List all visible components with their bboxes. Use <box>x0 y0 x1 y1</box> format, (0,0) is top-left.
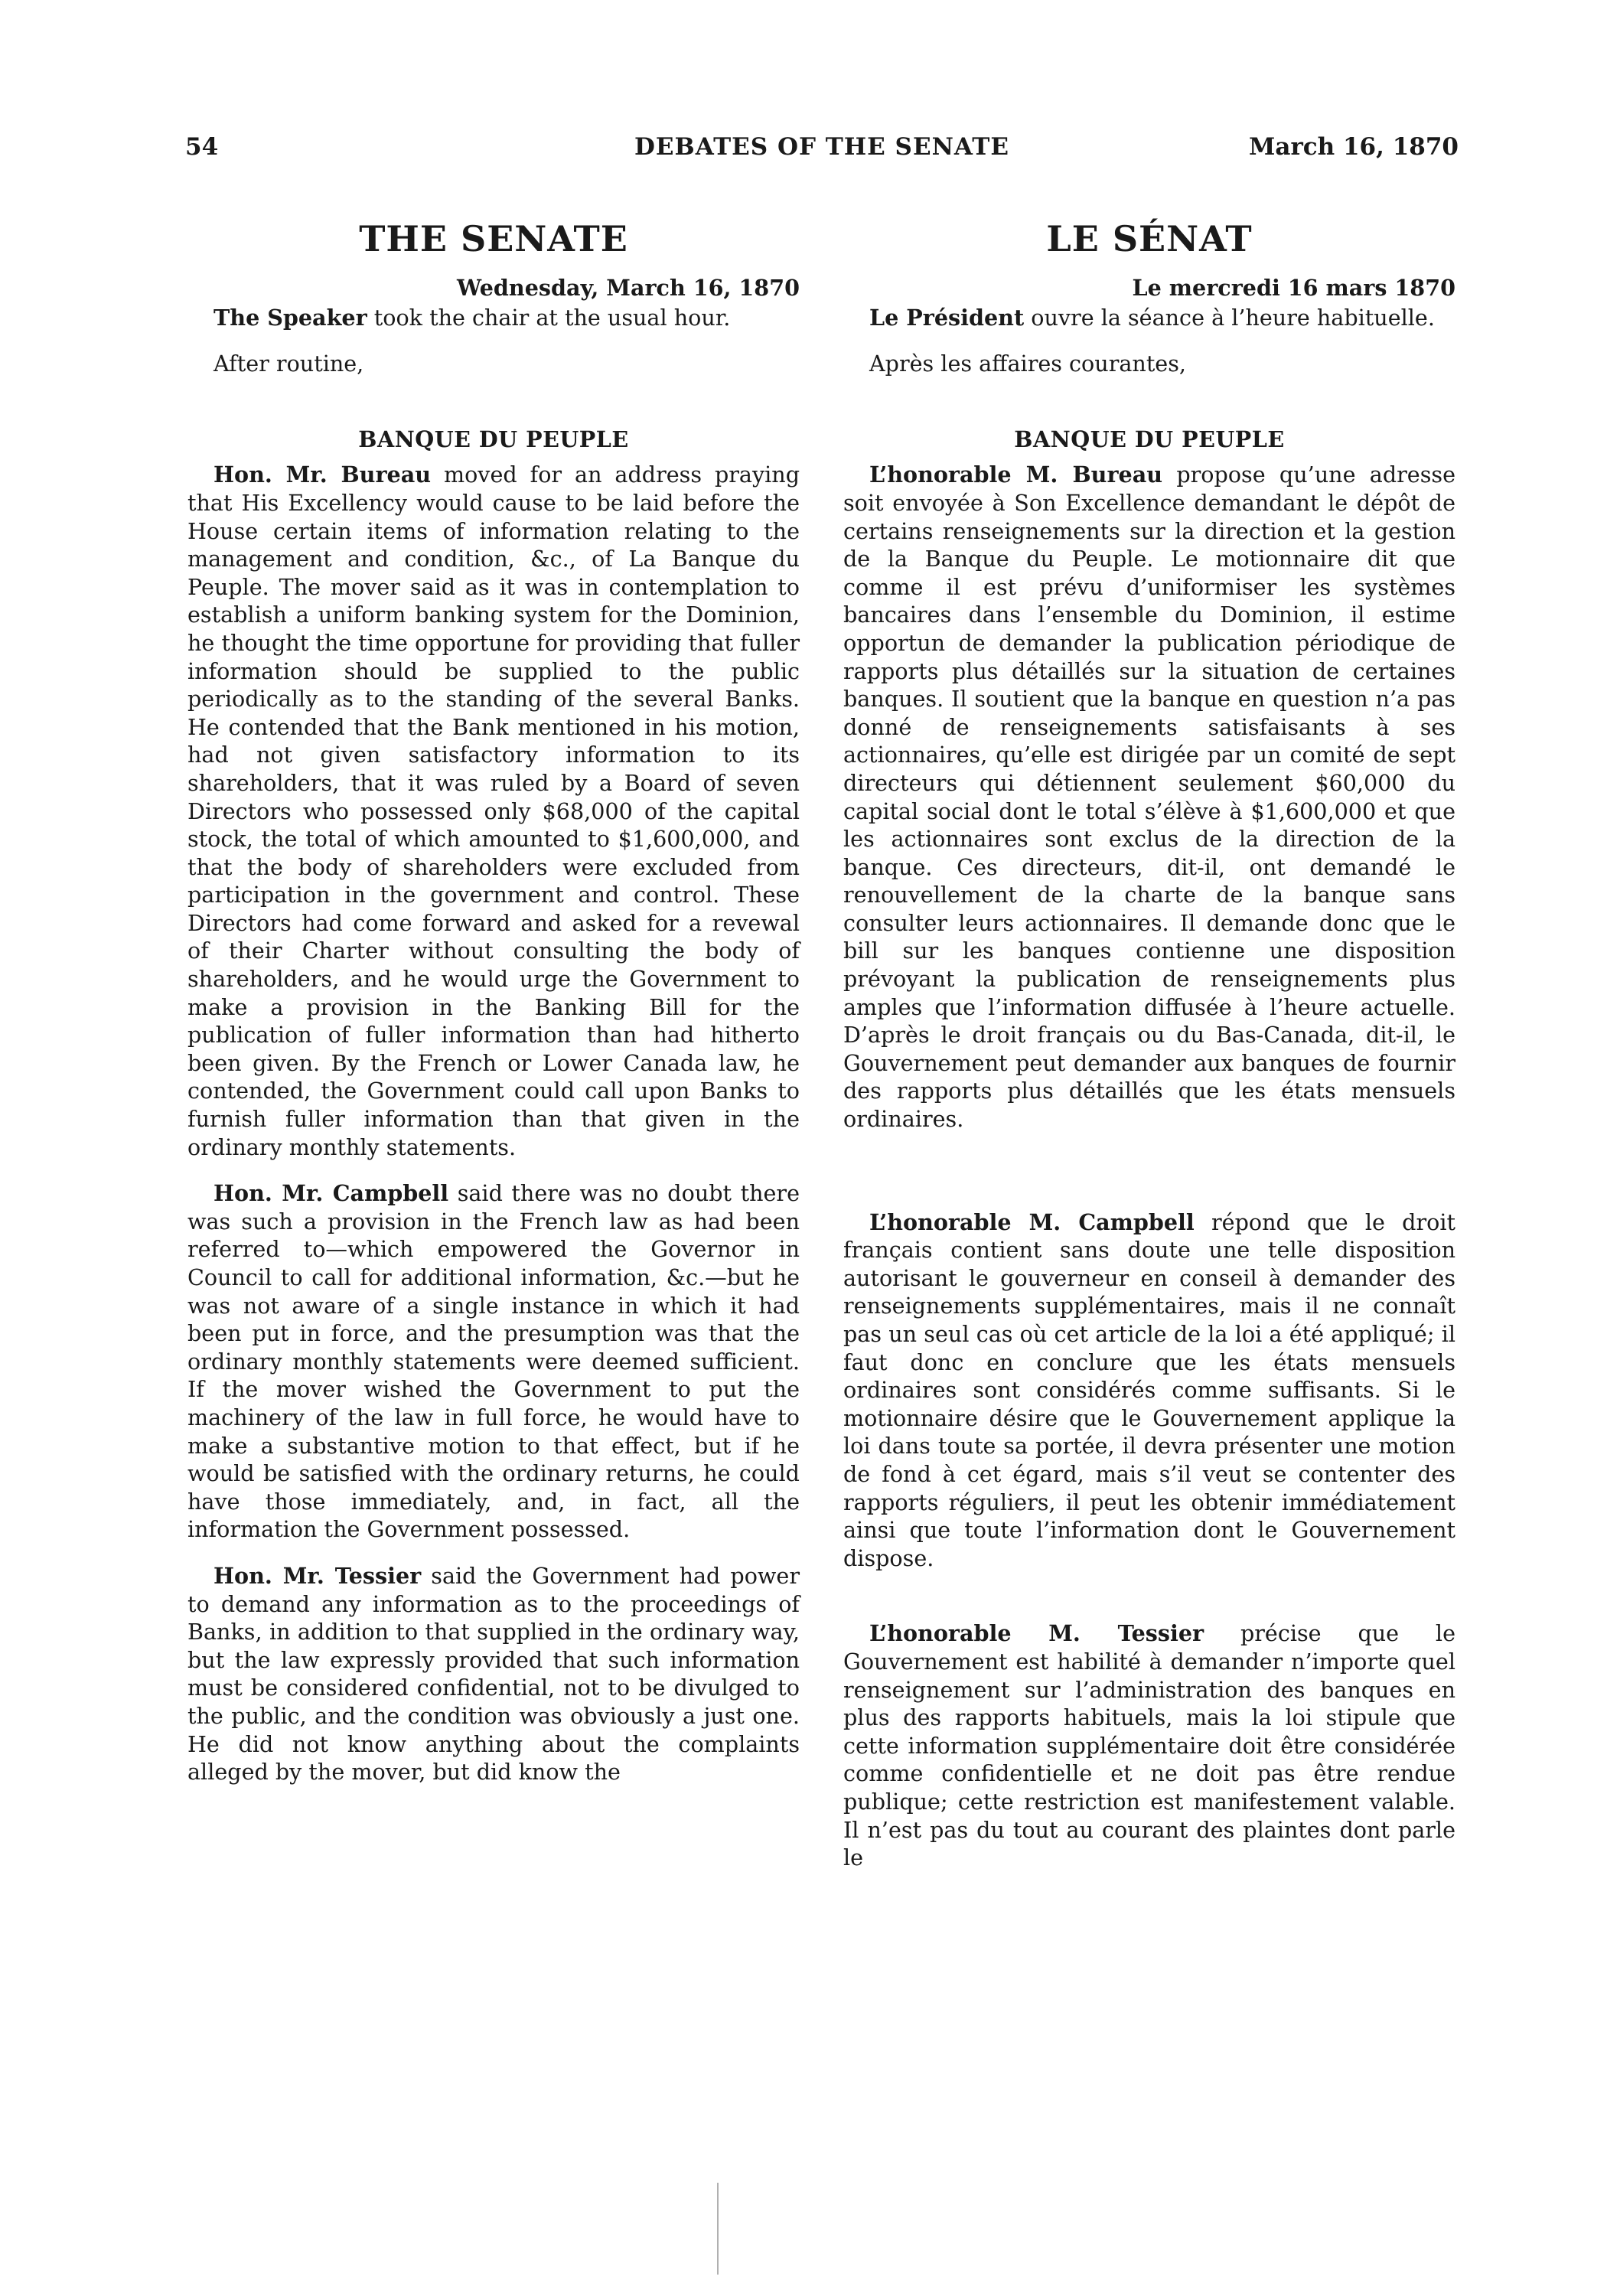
english-opening-text: took the chair at the usual hour. <box>367 304 731 331</box>
french-paragraph-campbell <box>843 1208 1455 1573</box>
french-column <box>843 216 1455 1872</box>
english-paragraph-campbell <box>187 1179 800 1544</box>
english-column <box>187 216 800 1786</box>
french-opening-paragraph <box>843 304 1455 332</box>
english-paragraph-bureau <box>187 461 800 1161</box>
french-opening-speaker: Le Président <box>869 304 1025 331</box>
page-fold-line <box>717 2183 719 2275</box>
english-subheading: BANQUE DU PEUPLE <box>358 426 629 452</box>
french-text-campbell: répond que le droit français contient sans doute une telle disposition autorisant le gouverneur en conseil à demander des renseignements supplémentaires, mais il ne connaît pas un seul cas où cet article de la loi a été appliqué; il faut donc en conclure que les états mensuels ordinaires sont considérés comme suffisants. Si le motionnaire désire que le Gouvernement applique la loi dans toute sa portée, il devra présenter une motion de fond à cet égard, mais s’il veut se contenter des rapports réguliers, il peut les obtenir immédiatement ainsi que toute l’information dont le Gouvernement dispose. <box>843 1208 1455 1571</box>
french-paragraph-bureau <box>843 461 1455 1133</box>
english-paragraph-tessier <box>187 1562 800 1786</box>
french-text-tessier: précise que le Gouvernement est habilité à demander n’importe quel renseignement sur l’administration des banques en plus des rapports habituels, mais la loi stipule que cette information supplémentaire doit être considérée comme confidentielle et ne doit pas être rendue publique; cette restriction est manifestement valable. Il n’est pas du tout au courant des plaintes dont parle le <box>843 1620 1456 1871</box>
publication-title: DEBATES OF THE SENATE <box>634 133 1009 161</box>
french-speaker-campbell: L’honorable M. Campbell <box>869 1208 1195 1235</box>
english-speaker-bureau: Hon. Mr. Bureau <box>214 461 432 488</box>
page-number: 54 <box>185 133 219 161</box>
french-speaker-tessier: L’honorable M. Tessier <box>869 1620 1204 1647</box>
french-subheading: BANQUE DU PEUPLE <box>1014 426 1285 452</box>
english-text-bureau: moved for an address praying that His Excellency would cause to be laid before the House certain items of information relating to the management and condition, &c., of La Banque du Peuple. The mover said as it was in contemplation to establish a uniform banking system for the Dominion, he thought the time opportune for providing that fuller information should be supplied to the public periodically as to the standing of the several Banks. He contended that the Bank mentioned in his motion, had not given satisfactory information to its shareholders, that it was ruled by a Board of seven Directors who possessed only $68,000 of the capital stock, the total of which amounted to $1,600,000, and that the body of shareholders were excluded from participation in the government and control. These Directors had come forward and asked for a revewal of their Charter without consulting the body of shareholders, and he would urge the Government to make a provision in the Banking Bill for the publication of fuller information than had hitherto been given. By the French or Lower Canada law, he contended, the Government could call upon Banks to furnish fuller information than that given in the ordinary monthly statements. <box>187 461 800 1160</box>
french-section-title: LE SÉNAT <box>1046 218 1253 259</box>
header-date: March 16, 1870 <box>1249 133 1459 161</box>
french-speaker-bureau: L’honorable M. Bureau <box>869 461 1163 488</box>
page-header <box>185 133 1459 171</box>
french-session-date: Le mercredi 16 mars 1870 <box>1132 275 1455 301</box>
french-routine: Après les affaires courantes, <box>869 351 1186 377</box>
english-speaker-tessier: Hon. Mr. Tessier <box>214 1562 422 1589</box>
english-text-campbell: said there was no doubt there was such a provision in the French law as had been referred to—which empowered the Governor in Council to call for additional information, &c.—but he was not aware of a single instance in which it had been put in force, and the presumption was that the ordinary monthly statements were deemed sufficient. If the mover wished the Government to put the machinery of the law in full force, he would have to make a substantive motion to that effect, but if he would be satisfied with the ordinary returns, he could have those immediately, and, in fact, all the information the Government possessed. <box>187 1180 800 1543</box>
english-section-title: THE SENATE <box>359 218 628 259</box>
english-opening-paragraph <box>187 304 800 332</box>
french-paragraph-tessier <box>843 1619 1455 1871</box>
french-opening-text: ouvre la séance à l’heure habituelle. <box>1024 304 1435 331</box>
english-session-date: Wednesday, March 16, 1870 <box>456 275 800 301</box>
english-opening-speaker: The Speaker <box>214 304 367 331</box>
french-text-bureau: propose qu’une adresse soit envoyée à Son Excellence demandant le dépôt de certains renseignements sur la direction et la gestion de la Banque du Peuple. Le motionnaire dit que comme il est prévu d’uniformiser les systèmes bancaires dans l’ensemble du Dominion, il estime opportun de demander la publication périodique de rapports plus détaillés sur la situation de certaines banques. Il soutient que la banque en question n’a pas donné de renseignements satisfaisants à ses actionnaires, qu’elle est dirigée par un comité de sept directeurs qui détiennent seulement $60,000 du capital social dont le total s’élève à $1,600,000 et que les actionnaires sont exclus de la direction de la banque. Ces directeurs, dit-il, ont demandé le renouvellement de la charte de la banque sans consulter leurs actionnaires. Il demande donc que le bill sur les banques contienne une disposition prévoyant la publication de renseignements plus amples que l’information diffusée à l’heure actuelle. D’après le droit français ou du Bas-Canada, dit-il, le Gouvernement peut demander aux banques de fournir des rapports plus détaillés que les états mensuels ordinaires. <box>843 461 1455 1133</box>
english-speaker-campbell: Hon. Mr. Campbell <box>214 1180 449 1207</box>
english-routine: After routine, <box>214 351 364 377</box>
english-text-tessier: said the Government had power to demand any information as to the proceedings of Banks, in addition to that supplied in the ordinary way, but the law expressly provided that such information must be considered confidential, not to be divulged to the public, and the condition was obviously a just one. He did not know anything about the complaints alleged by the mover, but did know the <box>187 1562 800 1786</box>
